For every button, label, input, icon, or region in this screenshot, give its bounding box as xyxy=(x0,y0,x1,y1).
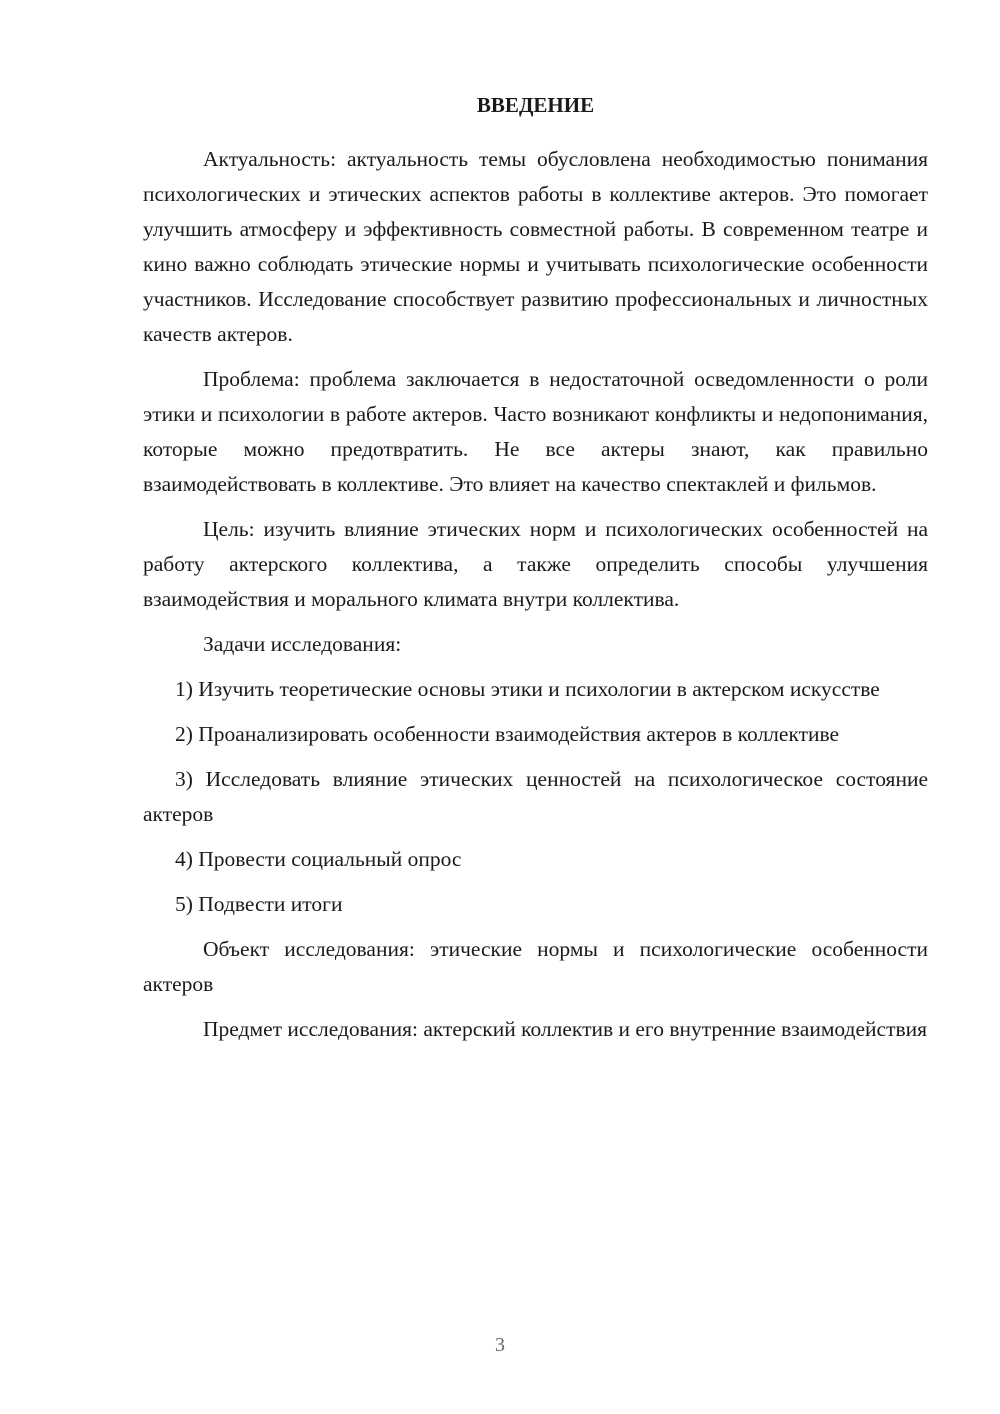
page-number: 3 xyxy=(495,1334,505,1356)
document-page xyxy=(143,88,928,1057)
task-item: 1) Изучить теоретические основы этики и психологии в актерском искусстве xyxy=(175,677,880,701)
problem-paragraph: Проблема: проблема заключается в недостаточной осведомленности о роли этики и психологии в работе актеров. Часто возникают конфликты и недопонимания, которые можно предотвратить. Не все актеры знают, как правильно взаимодействовать в коллективе. Это влияет на качество спектаклей и фильмов. xyxy=(143,367,928,496)
task-item: 5) Подвести итоги xyxy=(175,892,343,916)
task-item: 4) Провести социальный опрос xyxy=(175,847,462,871)
relevance-paragraph: Актуальность: актуальность темы обусловлена необходимостью понимания психологических и этических аспектов работы в коллективе актеров. Это помогает улучшить атмосферу и эффективность совместной работы. В современном театре и кино важно соблюдать этические нормы и учитывать психологические особенности участников. Исследование способствует развитию профессиональных и личностных качеств актеров. xyxy=(143,147,928,346)
tasks-heading: Задачи исследования: xyxy=(203,632,402,656)
subject-paragraph: Предмет исследования: актерский коллектив и его внутренние взаимодействия xyxy=(203,1017,928,1041)
task-item: 3) Исследовать влияние этических ценностей на психологическое состояние актеров xyxy=(143,767,928,826)
object-paragraph: Объект исследования: этические нормы и психологические особенности актеров xyxy=(143,937,928,996)
goal-paragraph: Цель: изучить влияние этических норм и психологических особенностей на работу актерского коллектива, а также определить способы улучшения взаимодействия и морального климата внутри коллектива. xyxy=(143,517,928,611)
section-title: ВВЕДЕНИЕ xyxy=(476,93,595,117)
task-item: 2) Проанализировать особенности взаимодействия актеров в коллективе xyxy=(175,722,840,746)
